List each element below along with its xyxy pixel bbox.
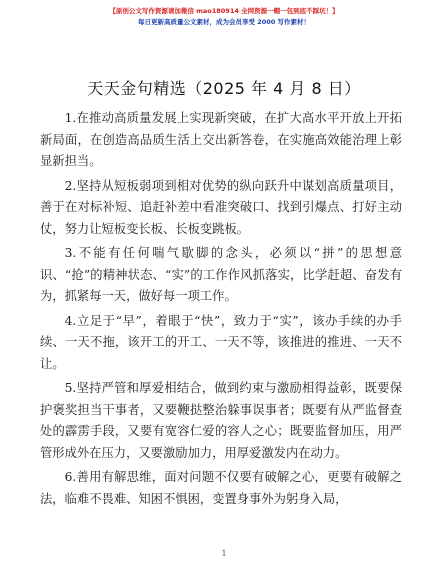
page-number: 1 — [221, 549, 227, 558]
document-body — [40, 108, 402, 513]
paragraph-5: 5.坚持严管和厚爱相结合，做到约束与激励相得益彰，既要保护褒奖担当干事者，又要鞭挞整治躲事误事者；既要有从严监督查处的霹雳手段，又要有宽容仁爱的容人之心；既要监督加压，用严管形成外在压力，又要激励加力，用厚爱激发内在动力。 — [40, 381, 402, 460]
paragraph-3: 3.不能有任何喘气歇脚的念头，必须以“拼”的思想意识、“抢”的精神状态、“实”的工作作风抓落实，比学赶超、奋发有为，抓紧每一天，做好每一项工作。 — [40, 246, 402, 303]
paragraph-6: 6.善用有解思维，面对问题不仅要有破解之心，更要有破解之法，临难不畏难、知困不惧困，变置身事外为躬身入局， — [40, 470, 402, 506]
header-notice — [0, 6, 448, 28]
header-notice-line2: 每日更新高质量公文素材，成为会员享受 2000 写作素材！ — [137, 18, 311, 26]
document-title: 天天金句精选（2025 年 4 月 8 日） — [87, 79, 361, 98]
paragraph-2: 2.坚持从短板弱项到相对优势的纵向跃升中谋划高质量项目，善于在对标补短、追赶补差中看准突破口、找到引爆点、打好主动仗，努力让短板变长板、长板变跳板。 — [40, 178, 402, 236]
paragraph-1: 1.在推动高质量发展上实现新突破，在扩大高水平开放上开拓新局面，在创造高品质生活上交出新答卷，在实施高效能治理上彰显新担当。 — [40, 111, 402, 168]
paragraph-4: 4.立足于“早”，着眼于“快”，致力于“实”，该办手续的办手续、一天不拖，该开工的开工、一天不等，该推进的推进、一天不让。 — [40, 313, 402, 371]
header-notice-line1: 【原创公文写作资源请加微信 mao180914 全网资源一帽一包到底不踩坑！】 — [109, 7, 339, 15]
